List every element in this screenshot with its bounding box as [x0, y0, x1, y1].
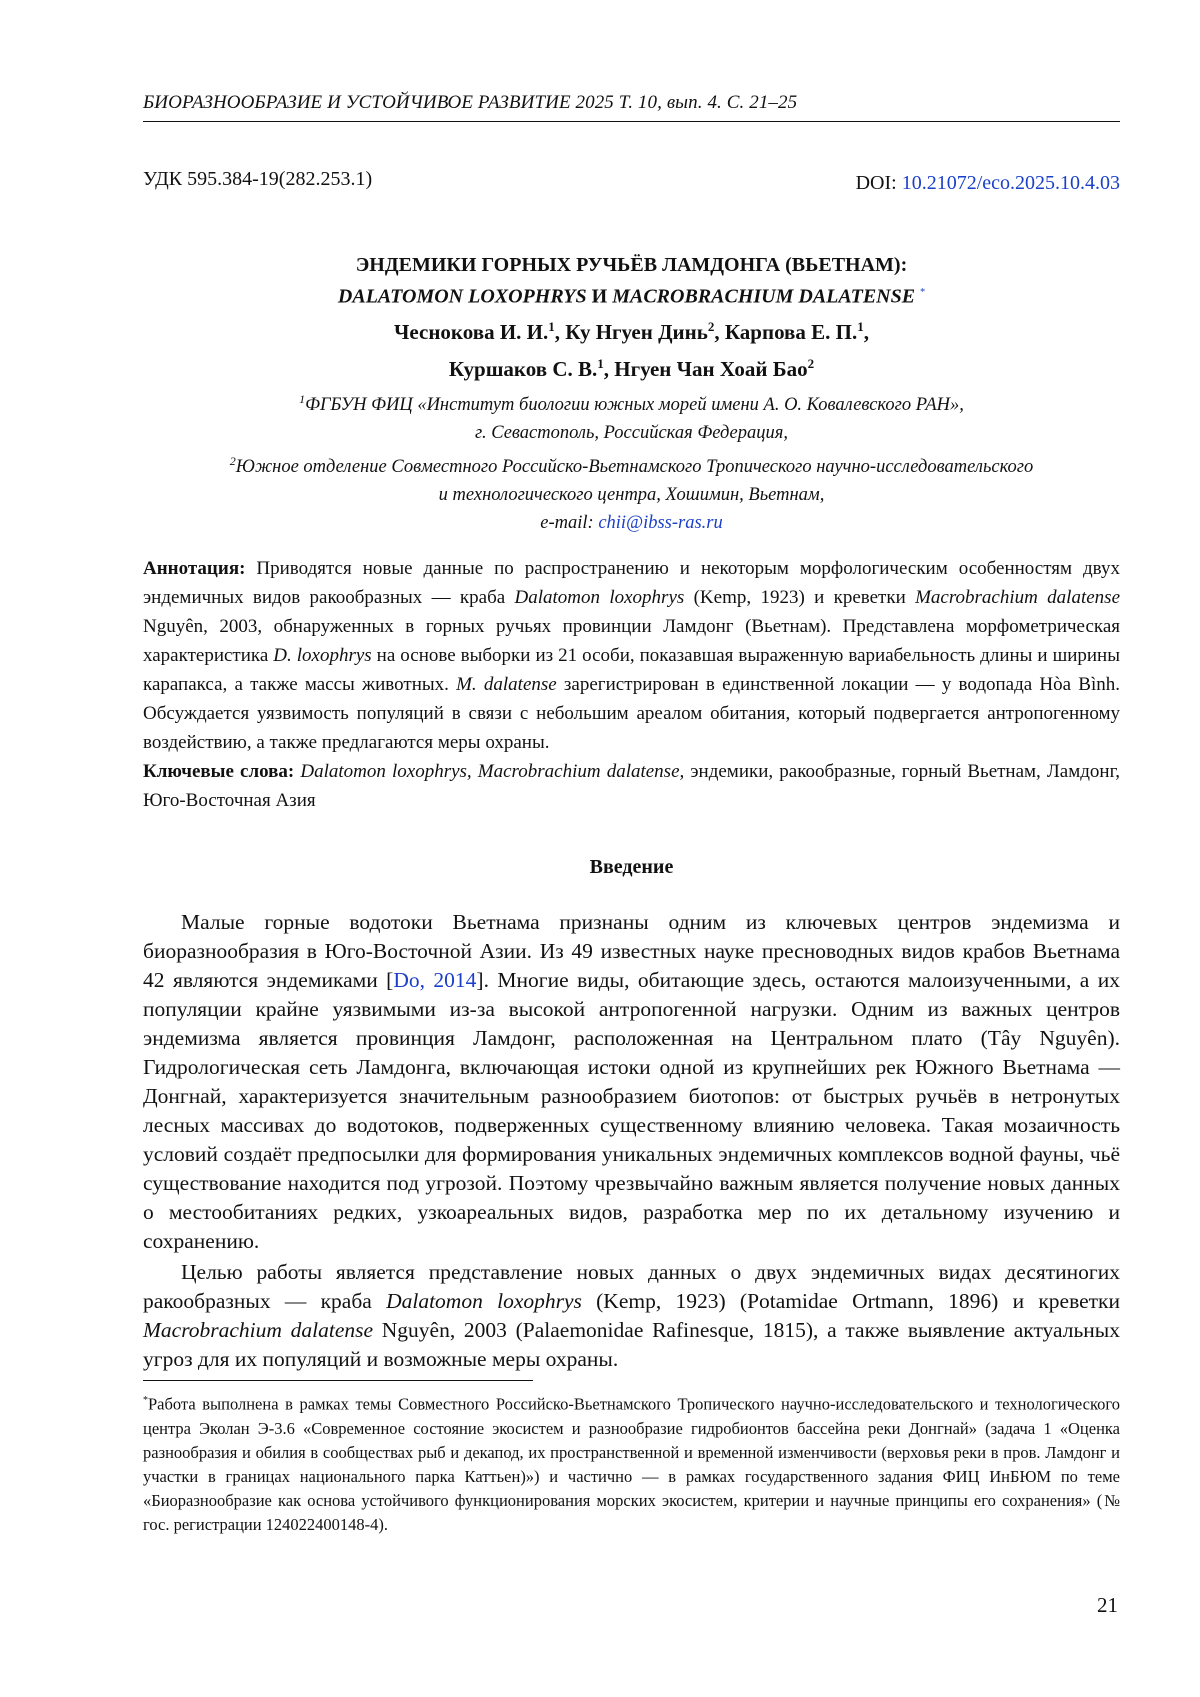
author-1-affil: 1 [548, 318, 555, 334]
body-text-run: Малые горные водотоки Вьетнама признаны одним из ключевых центров эндемизма и биоразнообразия в Юго-Восточной Азии. Из 49 известных науке пресноводных видов крабов Вьетнама 42 являются эндемиками [ [143, 910, 1120, 992]
abstract-species: Dalatomon loxophrys [514, 587, 685, 608]
body-species: Dalatomon loxophrys [386, 1289, 582, 1313]
body-text [143, 908, 1120, 1376]
footnote-mark: * [143, 1395, 148, 1406]
abstract-species: Macrobrachium dalatense [915, 587, 1120, 608]
affiliation-2 [143, 447, 1120, 481]
page-number: 21 [1097, 1593, 1118, 1617]
body-text-run: ]. Многие виды, обитающие здесь, остаются малоизученными, а их популяции крайне уязвимыми из-за высокой антропогенной нагрузки. Одним из важных центров эндемизма является провинция Ламдонг, расположенная на Центральном плато (Tây Nguyên). Гидрологическая сеть Ламдонга, включающая истоки одной из крупнейших рек Южного Вьетнама — Донгнай, характеризуется значительным разнообразием биотопов: от быстрых ручьёв в нетронутых лесных массивах до водотоков, подверженных существенному влиянию человека. Такая мозаичность условий создаёт предпосылки для формирования уникальных эндемичных комплексов водной фауны, чьё существование находится под угрозой. Поэтому чрезвычайно важным является получение новых данных о местообитаниях редких, узкоареальных видов, разработка мер по их детальному изучению и сохранению. [143, 968, 1120, 1253]
authors-line-2: Куршаков С. В.$^1$, Нгуен Чан Хоай Бао$^2$ [448, 355, 815, 381]
affiliation-1-line-1: ФГБУН ФИЦ «Институт биологии южных морей имени А. О. Ковалевского РАН», [305, 394, 964, 415]
footnote [143, 1389, 1120, 1537]
title-conjunction: И [586, 285, 613, 308]
author-5: Нгуен Чан Хоай Бао [614, 356, 808, 381]
affiliation-2-num: 2 [229, 453, 236, 468]
title-footnote-mark[interactable]: * [920, 287, 926, 298]
article-title: ЭНДЕМИКИ ГОРНЫХ РУЧЬЁВ ЛАМДОНГА (ВЬЕТНАМ): [355, 254, 908, 276]
email-label: e-mail: [540, 512, 599, 533]
author-5-affil: 2 [807, 355, 815, 371]
doi-label: DOI: [855, 172, 902, 194]
abstract-text: (Kemp, 1923) и креветки [684, 587, 916, 608]
abstract-text: Nguyên, 2003, обнаруженных в горных ручьях провинции Ламдонг (Вьетнам). Представлена морфометрическая характеристика [143, 616, 1120, 666]
section-heading: Введение [589, 856, 674, 878]
email-link[interactable]: chii@ibss-ras.ru [598, 512, 723, 533]
abstract-text: на основе выборки из 21 особи, показавшая выраженную вариабельность длины и ширины карапакса, а также массы животных. [143, 645, 1120, 695]
body-text-run: Целью работы является представление новых данных о двух эндемичных видах десятиногих ракообразных — краба [143, 1260, 1120, 1313]
author-2: Ку Нгуен Динь [565, 319, 708, 344]
body-paragraph-1 [143, 908, 1120, 1256]
body-text-run: Nguyên, 2003 (Palaemonidae Rafinesque, 1815), а также выявление актуальных угроз для их популяций и возможные меры охраны. [143, 1318, 1120, 1371]
keywords [143, 757, 1120, 815]
affiliation-1 [143, 385, 1120, 419]
abstract-label: Аннотация: [143, 558, 246, 579]
body-species: Macrobrachium dalatense [143, 1318, 374, 1342]
footnote-text: Работа выполнена в рамках темы Совместного Российско-Вьетнамского Тропического научно-исследовательского и технологического центра Эколан Э-3.6 «Современное состояние экосистем и разнообразие гидробионтов бассейна реки Донгнай» (задача 1 «Оценка разнообразия и обилия в сообществах рыб и декапод, их пространственной и временной изменчивости (верховья реки в пров. Ламдонг и участки в границах национального парка Каттьен)») и частично — в рамках государственного задания ФИЦ ИнБЮМ по теме «Биоразнообразие как основа устойчивого функционирования морских экосистем, критерии и научные принципы его сохранения» (№ гос. регистрации 124022400148-4). [143, 1394, 1120, 1534]
running-header: БИОРАЗНООБРАЗИЕ И УСТОЙЧИВОЕ РАЗВИТИЕ 2025 Т. 10, вып. 4. С. 21–25 [143, 92, 1120, 122]
abstract-paragraph [143, 554, 1120, 757]
article-title-species [143, 279, 1120, 311]
author-3-affil: 1 [857, 318, 864, 334]
author-4: Куршаков С. В. [448, 356, 598, 381]
body-paragraph-2 [143, 1258, 1120, 1374]
keywords-text: эндемики, ракообразные, горный Вьетнам, Ламдонг, Юго-Восточная Азия [143, 761, 1120, 811]
author-1: Чеснокова И. И. [394, 319, 549, 344]
author-3: Карпова Е. П. [724, 319, 858, 344]
abstract-species: M. dalatense [456, 674, 557, 695]
abstract [143, 554, 1120, 815]
authors-line-1: Чеснокова И. И.$^1$, Ку Нгуен Динь$^2$, Карпова Е. П.$^1$, [394, 318, 869, 344]
abstract-text: зарегистрирован в единственной локации — у водопада Hòa Bình. Обсуждается уязвимость популяций в связи с небольшим ареалом обитания, который подвергается антропогенному воздействию, а также предлагаются меры охраны. [143, 674, 1120, 753]
author-4-affil: 1 [597, 355, 604, 371]
affiliation-1-line-2: г. Севастополь, Российская Федерация, [475, 422, 788, 443]
citation-link[interactable]: Do, 2014 [393, 968, 477, 992]
abstract-species: D. loxophrys [273, 645, 372, 666]
keywords-species: Dalatomon loxophrys, Macrobrachium dalatense, [294, 761, 685, 782]
email [143, 509, 1120, 537]
title-species-2: MACROBRACHIUM DALATENSE [612, 285, 916, 308]
affiliation-2-line-1: Южное отделение Совместного Российско-Вьетнамского Тропического научно-исследовательского [235, 456, 1034, 477]
keywords-label: Ключевые слова: [143, 761, 295, 782]
udk-code: УДК 595.384-19(282.253.1) [143, 168, 373, 190]
title-species-1: DALATOMON LOXOPHRYS [337, 285, 587, 308]
author-2-affil: 2 [707, 318, 715, 334]
abstract-text: Приводятся новые данные по распространению и некоторым морфологическим особенностям двух эндемичных видов ракообразных — краба [143, 558, 1120, 608]
affiliation-1-num: 1 [299, 391, 306, 406]
footnote-divider [143, 1380, 533, 1381]
doi [856, 172, 1120, 195]
body-text-run: (Kemp, 1923) (Potamidae Ortmann, 1896) и креветки [581, 1289, 1120, 1313]
doi-link[interactable]: 10.21072/eco.2025.10.4.03 [901, 172, 1120, 194]
affiliation-2-line-2: и технологического центра, Хошимин, Вьетнам, [438, 484, 825, 505]
title-block [143, 252, 1120, 537]
